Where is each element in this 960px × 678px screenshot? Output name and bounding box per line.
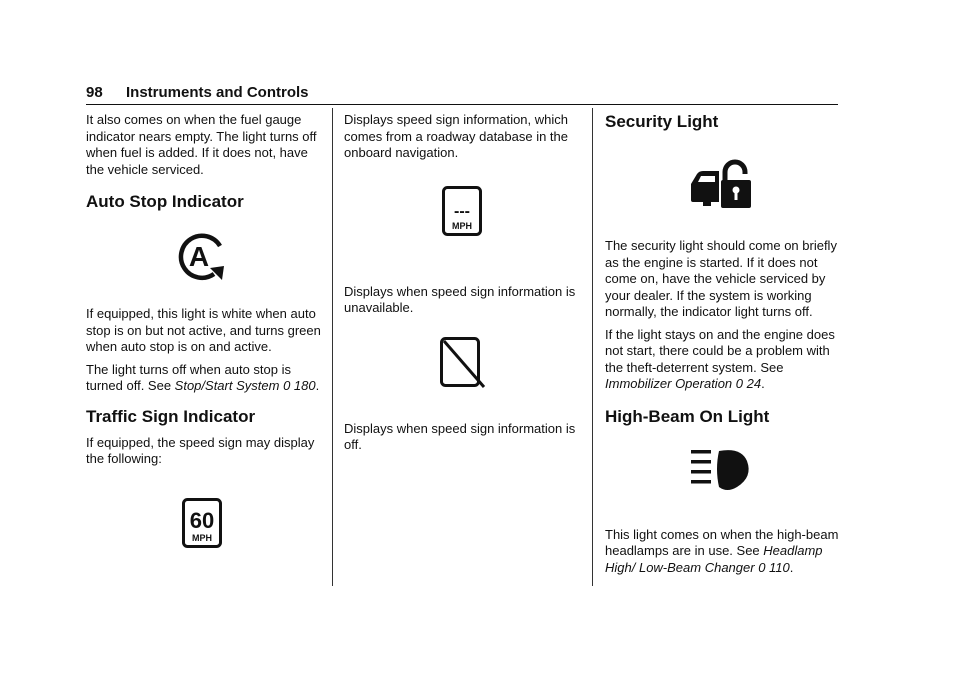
high-beam-icon bbox=[689, 447, 759, 493]
speed-sign-unavailable-para: Displays when speed sign information is unavailable. bbox=[344, 283, 576, 315]
column-3 bbox=[605, 112, 841, 576]
high-beam-para: This light comes on when the high-beam headlamps are in use. See Headlamp High/ Low-Beam Changer 0 110. bbox=[605, 526, 839, 575]
speed-sign-off-para: Displays when speed sign information is off. bbox=[344, 420, 576, 452]
headlamp-page-ref: 0 110 bbox=[758, 559, 790, 575]
immobilizer-page-ref: 0 24 bbox=[735, 376, 762, 391]
traffic-sign-heading: Traffic Sign Indicator bbox=[86, 406, 256, 426]
stop-start-page-ref: 0 180 bbox=[283, 378, 316, 393]
high-beam-icon-wrap bbox=[605, 427, 841, 527]
speed-sign-unavailable-unit: MPH bbox=[452, 220, 472, 231]
column-divider-1 bbox=[332, 108, 333, 586]
security-lock-icon bbox=[689, 158, 753, 212]
auto-stop-heading: Auto Stop Indicator bbox=[86, 192, 244, 211]
auto-stop-icon-letter: A bbox=[188, 241, 210, 272]
immobilizer-link[interactable]: Immobilizer Operation bbox=[605, 376, 733, 391]
security-para-1: The security light should come on briefly as the engine is started. If it does not come on, have the vehicle serviced by your dealer. If the system is working normally, the indicator light turns off. bbox=[605, 238, 837, 319]
auto-stop-icon bbox=[170, 224, 234, 288]
security-light-icon-wrap bbox=[605, 132, 841, 238]
page-number: 98 bbox=[86, 84, 103, 101]
speed-sign-60-icon-wrap bbox=[86, 468, 322, 552]
auto-stop-para-1: If equipped, this light is white when auto stop is on but not active, and turns green when auto stop is on and active. bbox=[86, 306, 321, 354]
column-2 bbox=[344, 112, 582, 454]
column-divider-2 bbox=[592, 108, 593, 586]
security-light-heading: Security Light bbox=[605, 112, 719, 131]
column-1 bbox=[86, 112, 322, 552]
stop-start-link[interactable]: Stop/Start System bbox=[174, 378, 280, 393]
page-header bbox=[86, 84, 838, 105]
fuel-intro-text: It also comes on when the fuel gauge indicator nears empty. The light turns off when fuel is added. If it does not, have the vehicle serviced. bbox=[86, 112, 317, 177]
speed-sign-off-icon bbox=[440, 337, 486, 389]
speed-sign-60-icon bbox=[182, 498, 222, 548]
auto-stop-para-2: The light turns off when auto stop is turned off. See Stop/Start System 0 180. bbox=[86, 361, 320, 393]
section-title: Instruments and Controls bbox=[126, 84, 309, 101]
security-para-2: If the light stays on and the engine does not start, there could be a problem with the theft-deterrent system. See Immobilizer Operation 0 24. bbox=[605, 326, 835, 391]
speed-sign-unit: MPH bbox=[192, 532, 212, 543]
speed-sign-unavailable-icon bbox=[442, 186, 482, 236]
speed-sign-dashes: --- bbox=[454, 202, 470, 220]
speed-sign-info-para: Displays speed sign information, which comes from a roadway database in the onboard navigation. bbox=[344, 112, 569, 160]
traffic-sign-para: If equipped, the speed sign may display the following: bbox=[86, 434, 315, 466]
speed-sign-off-icon-wrap bbox=[344, 317, 582, 413]
speed-sign-unavailable-icon-wrap bbox=[344, 162, 582, 278]
auto-stop-icon-wrap bbox=[86, 212, 322, 294]
speed-sign-value: 60 bbox=[189, 507, 215, 533]
headlamp-changer-link[interactable]: Headlamp High/ Low-Beam Changer bbox=[605, 543, 823, 575]
high-beam-heading: High-Beam On Light bbox=[605, 406, 770, 426]
